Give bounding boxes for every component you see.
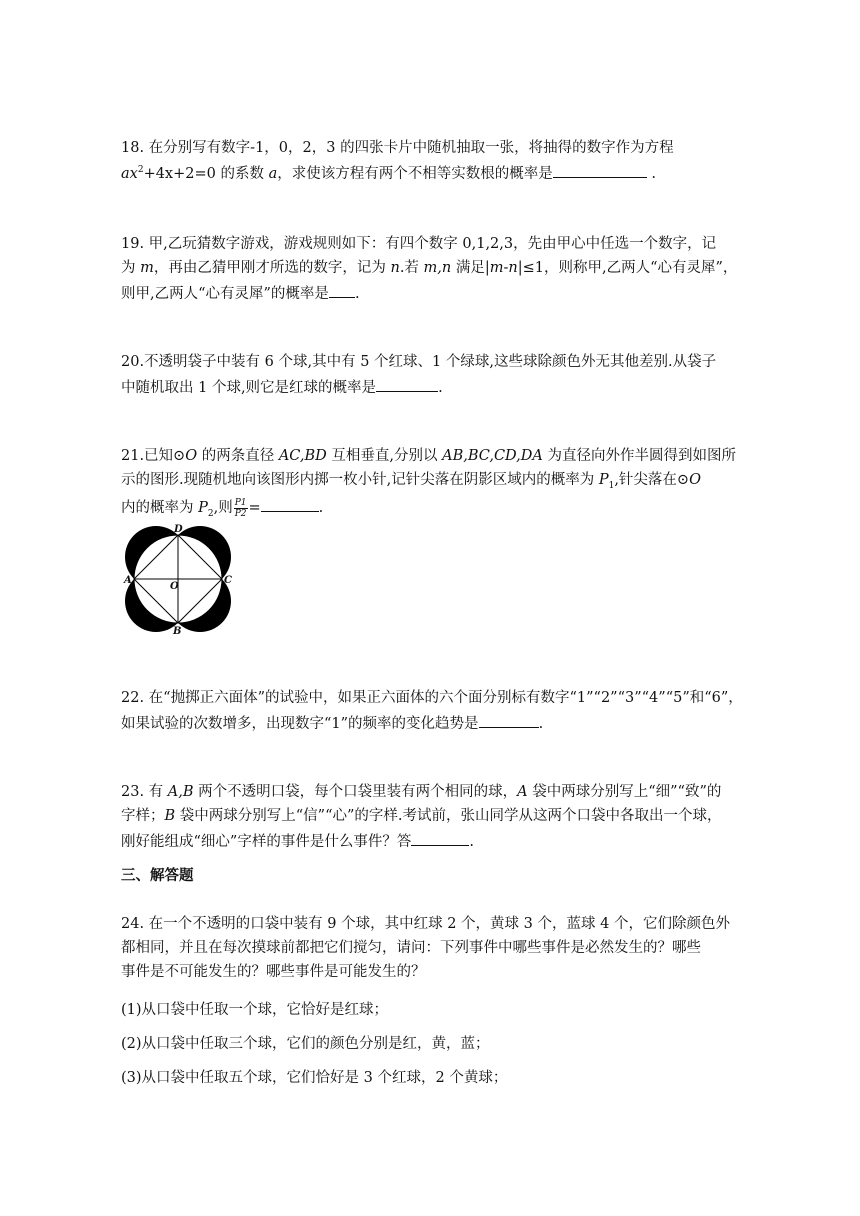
q21-line-3: 内的概率为 $P_2$,则 $\frac{P1}{P2}$ = . [121,497,324,519]
q24-part-3: (3)从口袋中任取五个球，它们恰好是 3 个红球，2 个黄球； [121,1070,508,1086]
fraction-p1-over-p2: $\frac{P1}{P2}$ [234,497,247,519]
q19-line-2: 为 m，再由乙猜甲刚才所选的数字，记为 n.若 m,n 满足|m-n|≤1，则称甲,乙两人“心有灵犀”， [121,260,738,276]
q18-line-1: 18. 在分别写有数字-1，0，2，3 的四张卡片中随机抽取一张，将抽得的数字作为方程 [121,140,674,156]
answer-blank[interactable] [261,496,319,512]
q20-line-1: 20.不透明袋子中装有 6 个球,其中有 5 个红球、1 个绿球,这些球除颜色外无其他差别.从袋子 [121,354,717,370]
label-c: C [224,575,232,586]
q20-line-2: 中随机取出 1 个球,则它是红球的概率是 . [121,376,443,398]
q24-part-1: (1)从口袋中任取一个球，它恰好是红球； [121,1002,389,1018]
answer-blank[interactable] [411,830,469,846]
q18-line-2: $ax^2+4x+2=0$ 的系数 a，求使该方程有两个不相等实数根的概率是 . [121,162,656,184]
q19-line-1: 19. 甲,乙玩猜数字游戏，游戏规则如下：有四个数字 0,1,2,3，先由甲心中任选一个数字，记 [121,236,717,252]
q24-part-2: (2)从口袋中任取三个球，它们的颜色分别是红，黄，蓝； [121,1036,490,1052]
answer-blank[interactable] [479,712,539,728]
answer-blank[interactable] [553,162,647,178]
label-d: D [174,524,183,535]
q23-line-1: 23. 有 A,B 两个不透明口袋，每个口袋里装有两个相同的球，A 袋中两球分别写上“细”“致”的 [121,784,722,800]
q24-line-3: 事件是不可能发生的？哪些事件是可能发生的？ [121,964,426,980]
circle-square-figure [122,523,240,641]
q22-line-2: 如果试验的次数增多，出现数字“1”的频率的变化趋势是 . [121,712,543,734]
q22-line-1: 22. 在“抛掷正六面体”的试验中，如果正六面体的六个面分别标有数字“1”“2”“3”“4”“5”和“6”， [121,690,743,706]
label-o: O [170,581,179,592]
section-heading: 三、解答题 [121,867,194,884]
label-b: B [173,626,182,637]
q21-line-2: 示的图形.现随机地向该图形内掷一枚小针,记针尖落在阴影区域内的概率为 $P_1$,针尖落在⊙O [121,472,701,491]
answer-blank[interactable] [329,282,355,298]
q24-line-1: 24. 在一个不透明的口袋中装有 9 个球，其中红球 2 个，黄球 3 个，蓝球 4 个，它们除颜色外 [121,916,730,932]
label-a: A [124,575,132,586]
q21-line-1: 21.已知⊙O 的两条直径 AC,BD 互相垂直,分别以 AB,BC,CD,DA 为直径向外作半圆得到如图所 [121,448,736,464]
q24-line-2: 都相同，并且在每次摸球前都把它们搅匀，请问：下列事件中哪些事件是必然发生的？哪些 [121,940,701,956]
q23-line-2: 字样；B 袋中两球分别写上“信”“心”的字样.考试前，张山同学从这两个口袋中各取出一个球， [121,808,722,824]
q23-line-3: 刚好能组成“细心”字样的事件是什么事件？答 . [121,830,474,852]
answer-blank[interactable] [376,376,438,392]
q19-line-3: 则甲,乙两人“心有灵犀”的概率是 . [121,282,360,304]
